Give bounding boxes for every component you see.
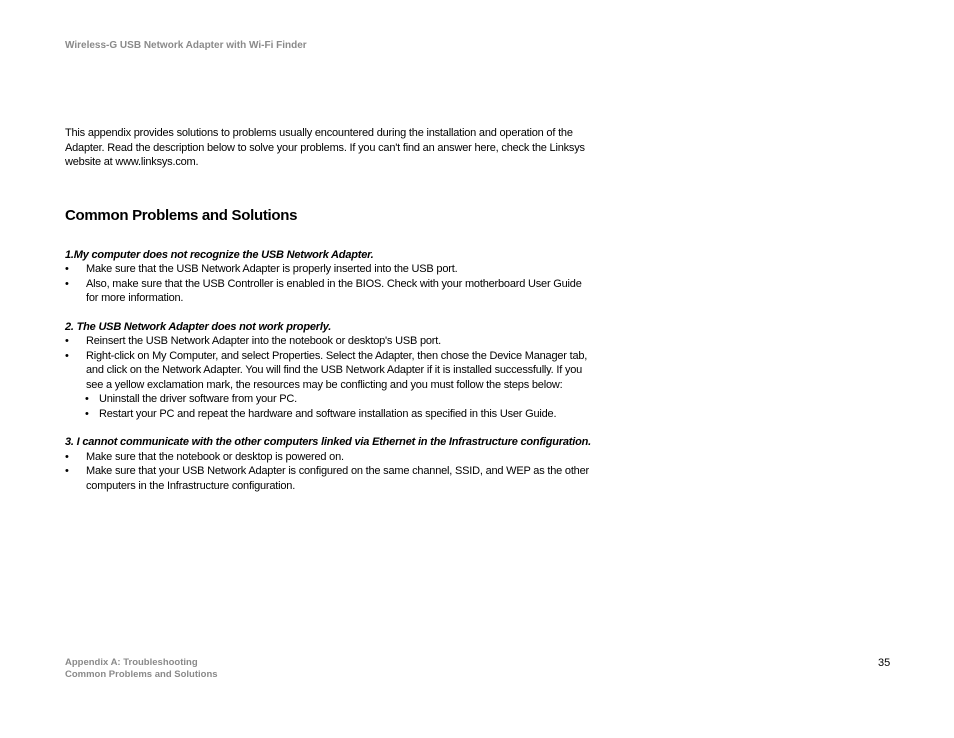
- problem-2-title: 2. The USB Network Adapter does not work properly.: [65, 320, 332, 333]
- list-item: [65, 262, 595, 277]
- list-item: [65, 334, 595, 349]
- problem-3-bullets: [65, 450, 595, 494]
- bullet-glyph: •: [65, 349, 69, 362]
- bullet-glyph: •: [65, 335, 69, 347]
- list-item-text: Uninstall the driver software from your PC.: [99, 393, 298, 405]
- list-item: [65, 277, 595, 306]
- problem-3-title: 3. I cannot communicate with the other computers linked via Ethernet in the Infrastructure configuration.: [65, 436, 592, 448]
- list-item-text: Reinsert the USB Network Adapter into the notebook or desktop's USB port.: [86, 335, 441, 347]
- footer-chapter: Appendix A: Troubleshooting: [65, 657, 198, 668]
- intro-paragraph: This appendix provides solutions to problems usually encountered during the installation and operation of the Adapter. Read the description below to solve your problems. If you can't find an answer here, check the Linksys website at www.linksys.com.: [65, 127, 585, 168]
- list-item: [65, 464, 595, 493]
- problem-1-bullets: [65, 262, 595, 306]
- list-item-text: Restart your PC and repeat the hardware and software installation as specified in this User Guide.: [99, 407, 557, 420]
- list-item: [65, 450, 595, 465]
- page-content: [65, 126, 595, 493]
- list-item: [65, 349, 595, 393]
- footer-section: Common Problems and Solutions: [65, 669, 218, 680]
- bullet-glyph: •: [65, 277, 69, 290]
- problem-1: [65, 248, 595, 306]
- page-footer: [65, 657, 218, 681]
- problem-2-bullets: [65, 334, 595, 392]
- list-item-text: Also, make sure that the USB Controller is enabled in the BIOS. Check with your motherboard User Guide for more information.: [86, 277, 582, 304]
- list-item-text: Make sure that the notebook or desktop is powered on.: [86, 450, 344, 463]
- page-number: 35: [878, 657, 891, 669]
- bullet-glyph: •: [85, 407, 89, 420]
- list-item-text: Right-click on My Computer, and select Properties. Select the Adapter, then chose the Device Manager tab, and click on the Network Adapter. You will find the USB Network Adapter if it is installed successfully. If you see a yellow exclamation mark, the resources may be conflicting and you must follow the steps below:: [86, 349, 588, 391]
- problem-3: [65, 435, 595, 493]
- problem-2: [65, 320, 595, 422]
- list-item: [65, 407, 595, 422]
- problem-1-title: 1.My computer does not recognize the USB Network Adapter.: [65, 248, 374, 261]
- list-item-text: Make sure that the USB Network Adapter is properly inserted into the USB port.: [86, 263, 458, 275]
- running-header: Wireless-G USB Network Adapter with Wi-Fi Finder: [65, 40, 307, 51]
- list-item-text: Make sure that your USB Network Adapter is configured on the same channel, SSID, and WEP as the other computers in the Infrastructure configuration.: [86, 465, 589, 492]
- bullet-glyph: •: [85, 393, 89, 405]
- bullet-glyph: •: [65, 263, 69, 275]
- list-item: [65, 392, 595, 407]
- bullet-glyph: •: [65, 465, 69, 477]
- section-title: Common Problems and Solutions: [65, 206, 298, 224]
- bullet-glyph: •: [65, 450, 69, 463]
- problem-2-sub-bullets: [65, 392, 595, 421]
